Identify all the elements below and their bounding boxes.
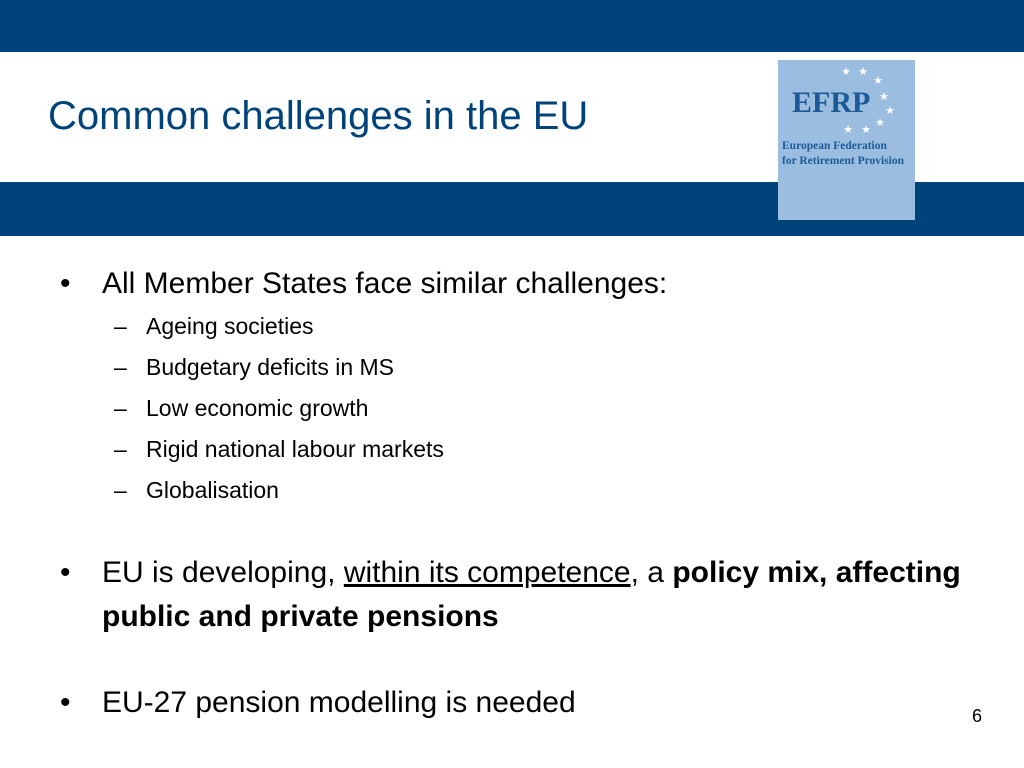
- bullet-text-part1: EU is developing,: [102, 556, 344, 589]
- top-band: [0, 0, 1024, 52]
- dash-marker: –: [114, 477, 127, 503]
- svg-text:★: ★: [841, 66, 851, 78]
- svg-text:★: ★: [858, 66, 868, 78]
- logo-line-1: European Federation: [782, 140, 887, 152]
- bullet-challenges: [60, 262, 990, 306]
- list-item: [60, 470, 990, 511]
- slide-title: Common challenges in the EU: [48, 94, 589, 138]
- bullet-policy-mix: [60, 551, 990, 639]
- list-item-text: Globalisation: [146, 477, 279, 503]
- bullet-text: EU-27 pension modelling is needed: [102, 686, 576, 719]
- bullet-text-part3: , a: [630, 556, 673, 589]
- policy-mix-phrase: policy mix, affecting public and private pensions: [102, 556, 961, 633]
- challenge-list: [60, 306, 990, 511]
- list-item-text: Budgetary deficits in MS: [146, 354, 395, 380]
- bullet-marker: •: [60, 686, 71, 719]
- logo-emblem: [778, 60, 915, 186]
- dash-marker: –: [114, 354, 127, 380]
- list-item-text: Ageing societies: [146, 313, 314, 339]
- slide-body: [60, 262, 990, 725]
- list-item: [60, 306, 990, 347]
- efrp-logo: [778, 60, 915, 220]
- bullet-text: All Member States face similar challenges:: [102, 267, 668, 300]
- list-item: [60, 429, 990, 470]
- dash-marker: –: [114, 313, 127, 339]
- logo-line-2: for Retirement Provision: [782, 155, 905, 167]
- bullet-marker: •: [60, 556, 71, 589]
- list-item: [60, 388, 990, 429]
- dash-marker: –: [114, 395, 127, 421]
- competence-phrase: within its competence: [343, 556, 631, 589]
- dash-marker: –: [114, 436, 127, 462]
- list-item-text: Low economic growth: [146, 395, 369, 421]
- logo-letters: EFRP: [792, 86, 871, 119]
- list-item: [60, 347, 990, 388]
- list-item-text: Rigid national labour markets: [146, 436, 444, 462]
- svg-text:★: ★: [843, 124, 853, 136]
- page-number: 6: [972, 706, 983, 726]
- svg-text:★: ★: [885, 105, 895, 117]
- svg-text:★: ★: [879, 91, 889, 103]
- svg-text:★: ★: [861, 124, 871, 136]
- svg-text:★: ★: [875, 117, 885, 129]
- bullet-modelling: [60, 681, 990, 725]
- svg-text:★: ★: [873, 75, 883, 87]
- bullet-marker: •: [60, 267, 71, 300]
